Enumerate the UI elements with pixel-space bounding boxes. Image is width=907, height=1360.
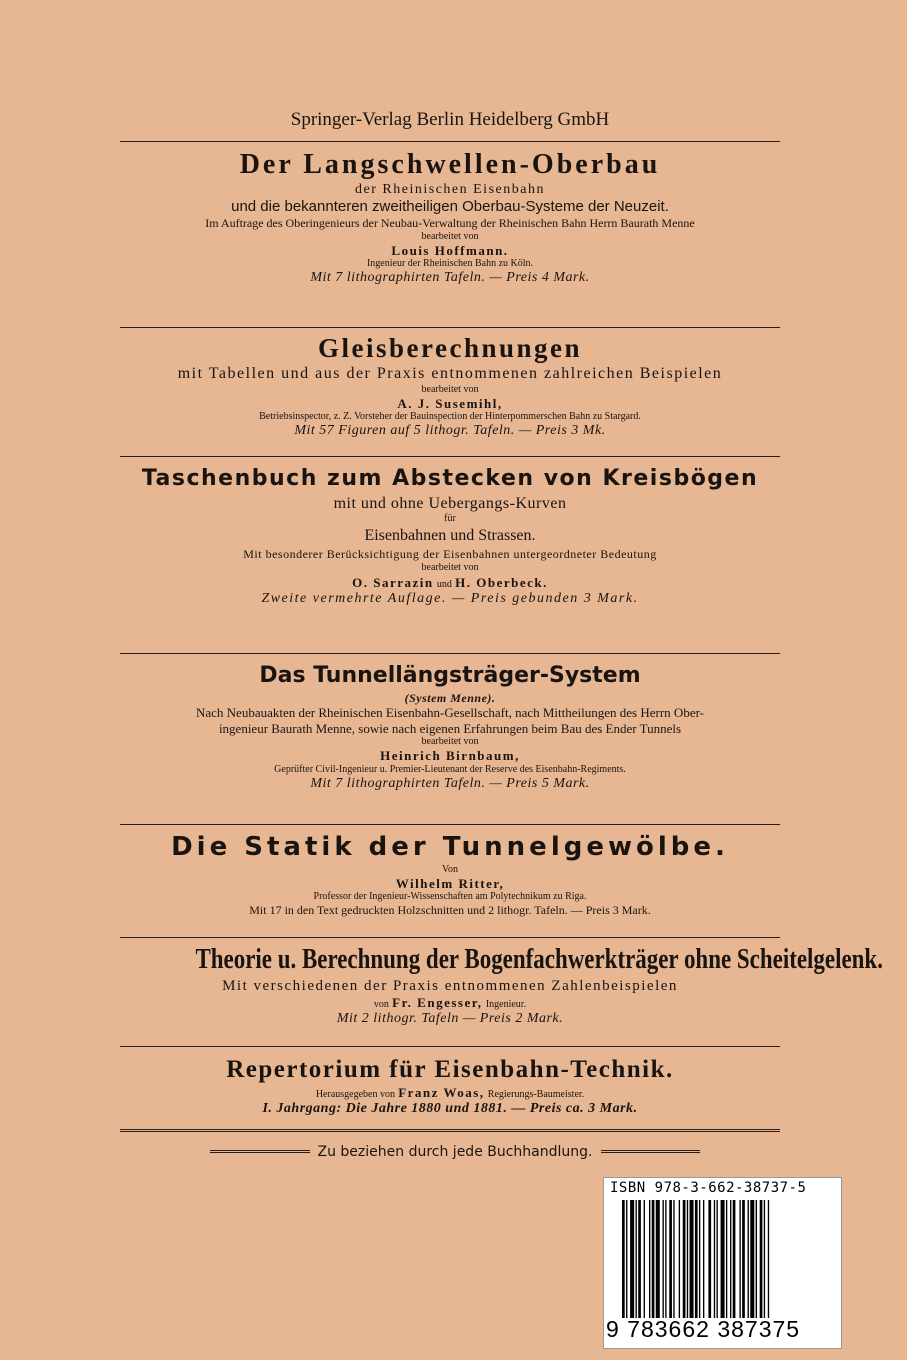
ad-text: ingenieur Baurath Menne, sowie nach eigenen Erfahrungen beim Bau des Ender Tunnels <box>218 720 682 736</box>
ad-text: Von <box>442 863 458 875</box>
ad-title: Der Langschwellen-Oberbau <box>239 149 661 180</box>
ad-author-title: Geprüfter Civil-Ingenieur u. Premier-Lieutenant der Reserve des Eisenbahn-Regiments. <box>274 763 626 775</box>
ad-authors <box>120 574 780 592</box>
ad-text: Herausgegeben von <box>315 1089 395 1100</box>
ad-price: Zweite vermehrte Auflage. — Preis gebunden 3 Mark. <box>261 591 639 607</box>
footer-rule-right <box>601 1150 701 1155</box>
ad-text: Nach Neubauakten der Rheinischen Eisenbahn-Gesellschaft, nach Mittheilungen des Herrn Ober- <box>195 704 704 720</box>
advertisement-page <box>120 100 883 1135</box>
ad-subtitle: der Rheinischen Eisenbahn <box>355 181 545 197</box>
ad-repertorium <box>120 1047 780 1129</box>
ad-title-wrap <box>120 942 883 977</box>
ad-author-line <box>120 995 780 1011</box>
ad-bogenfachwerk <box>120 938 883 1046</box>
ad-subtitle: Eisenbahnen und Strassen. <box>364 526 536 544</box>
ad-text: von <box>373 999 389 1010</box>
ad-text: bearbeitet von <box>421 230 479 242</box>
footer-rule-left <box>210 1150 310 1155</box>
isbn-barcode <box>603 1177 842 1349</box>
ad-title: Theorie u. Berechnung der Bogenfachwerkträger ohne Scheitelgelenk. <box>195 944 883 975</box>
ad-subtitle: mit Tabellen und aus der Praxis entnommenen zahlreichen Beispielen <box>177 365 723 383</box>
ad-author: Fr. Engesser, <box>392 995 483 1010</box>
ad-author: Wilhelm Ritter, <box>395 875 505 891</box>
ad-price: Mit 57 Figuren auf 5 lithogr. Tafeln. — Preis 3 Mk. <box>294 423 606 439</box>
ad-author-title: Ingenieur der Rheinischen Bahn zu Köln. <box>366 258 534 270</box>
ad-author-title: Professor der Ingenieur-Wissenschaften am Polytechnikum zu Riga. <box>313 891 587 903</box>
ad-statik <box>120 825 780 937</box>
ad-text: bearbeitet von <box>421 561 479 573</box>
publisher-name: Springer-Verlag Berlin Heidelberg GmbH <box>290 109 610 130</box>
ad-author: Louis Hoffmann. <box>391 242 509 258</box>
ad-subtitle: Mit verschiedenen der Praxis entnommenen Zahlenbeispielen <box>222 978 678 994</box>
divider <box>120 1129 780 1135</box>
footer-text: Zu beziehen durch jede Buchhandlung. <box>317 1144 593 1160</box>
footer <box>210 1144 700 1160</box>
ad-text: bearbeitet von <box>421 736 479 748</box>
ad-gleisberechnungen <box>120 328 780 456</box>
barcode-icon <box>622 1200 822 1318</box>
ad-text: Im Auftrage des Oberingenieurs der Neubau-Verwaltung der Rheinischen Bahn Herrn Baurath Menne <box>205 216 695 231</box>
ad-author-title: Betriebsinspector, z. Z. Vorsteher der Bauinspection der Hinterpommerschen Bahn zu Stargard. <box>259 411 641 423</box>
ad-text: Mit besonderer Berücksichtigung der Eisenbahnen untergeordneter Bedeutung <box>243 547 657 562</box>
barcode-number: 9 783662 387375 <box>606 1316 801 1342</box>
ad-langschwellen <box>120 142 780 327</box>
ad-author: Heinrich Birnbaum, <box>380 748 520 764</box>
ad-author-line <box>120 1085 780 1101</box>
ad-text: für <box>444 512 456 524</box>
ad-text: bearbeitet von <box>421 383 479 395</box>
ad-text: und <box>436 578 452 590</box>
ad-price: Mit 7 lithographirten Tafeln. — Preis 4 Mark. <box>310 270 590 286</box>
ad-price: I. Jahrgang: Die Jahre 1880 und 1881. — Preis ca. 3 Mark. <box>262 1101 638 1116</box>
ad-author: O. Sarrazin <box>352 574 434 590</box>
ad-title: Die Statik der Tunnelgewölbe. <box>171 832 729 862</box>
ad-price: Mit 17 in den Text gedruckten Holzschnitten und 2 lithogr. Tafeln. — Preis 3 Mark. <box>249 903 651 918</box>
ad-title: Gleisberechnungen <box>317 333 583 363</box>
ad-price: Mit 2 lithogr. Tafeln — Preis 2 Mark. <box>336 1011 564 1026</box>
ad-author: Franz Woas, <box>398 1085 485 1100</box>
ad-author-title: Regierungs-Baumeister. <box>487 1089 585 1100</box>
ad-taschenbuch <box>120 457 780 653</box>
ad-title: Taschenbuch zum Abstecken von Kreisbögen <box>141 466 759 491</box>
ad-price: Mit 7 lithographirten Tafeln. — Preis 5 Mark. <box>310 775 590 791</box>
ad-subtitle: (System Menne). <box>404 690 496 705</box>
ad-author-title: Ingenieur. <box>485 999 527 1010</box>
ad-title: Das Tunnellängsträger-System <box>259 663 641 688</box>
ad-author: A. J. Susemihl, <box>397 395 503 411</box>
ad-subtitle: mit und ohne Uebergangs-Kurven <box>333 494 567 512</box>
ad-text: und die bekannteren zweitheiligen Oberbau-Systeme der Neuzeit. <box>231 198 669 216</box>
ad-title: Repertorium für Eisenbahn-Technik. <box>226 1056 674 1083</box>
ad-tunnellaengstraeger <box>120 654 780 824</box>
ad-author: H. Oberbeck. <box>455 574 548 590</box>
isbn-label: ISBN 978-3-662-38737-5 <box>610 1180 807 1196</box>
